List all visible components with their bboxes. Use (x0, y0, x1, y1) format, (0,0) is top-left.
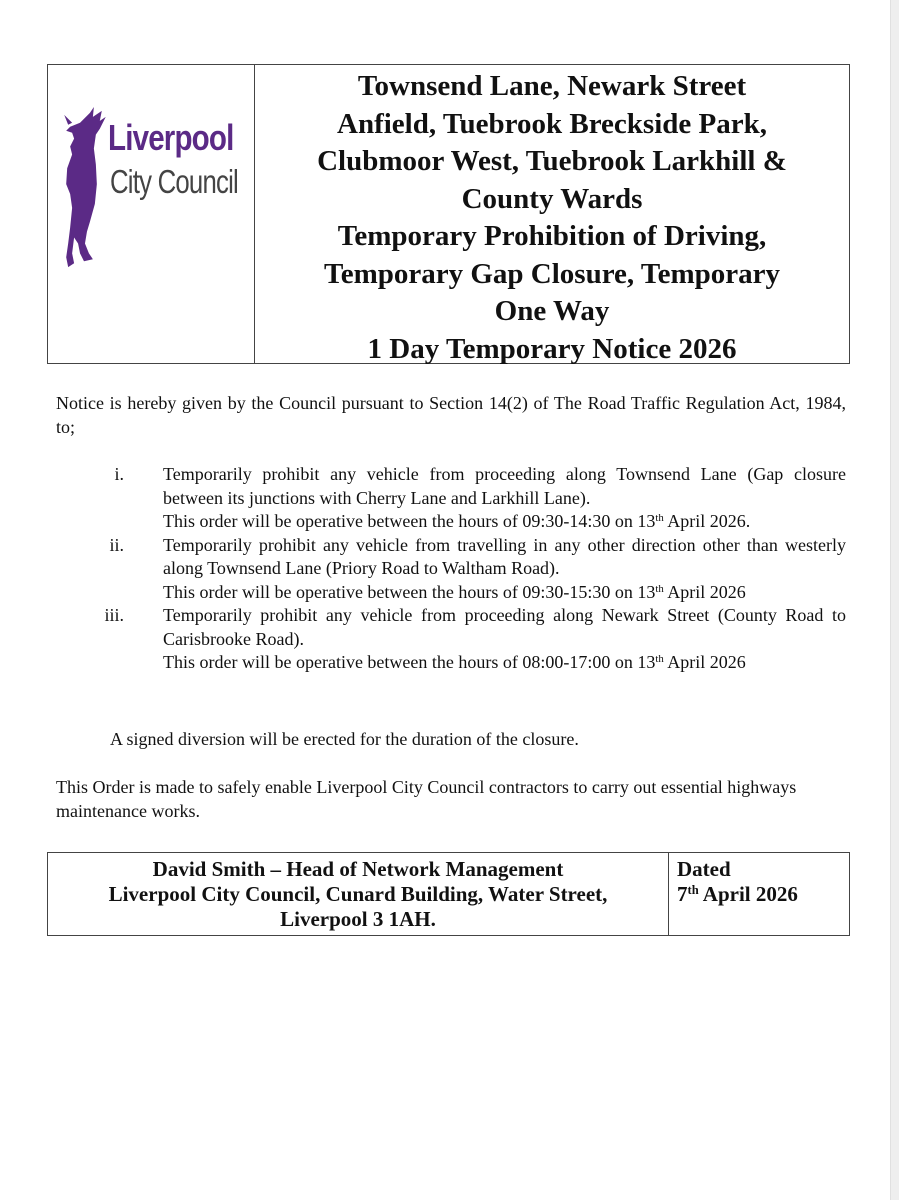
ordinal-suffix: th (655, 653, 664, 666)
item-hours (163, 510, 846, 534)
hours-date: April 2026. (663, 511, 751, 531)
item-text: Temporarily prohibit any vehicle from travelling in any other direction other than westerly along Townsend Lane (Priory Road to Waltham Road). (163, 534, 846, 578)
intro-paragraph: Notice is hereby given by the Council pursuant to Section 14(2) of The Road Traffic Regulation Act, 1984, to; (56, 393, 846, 437)
title-line: County Wards (461, 182, 643, 215)
hours-text: This order will be operative between the hours of 09:30-14:30 on 13 (163, 511, 656, 531)
date-day: 7 (677, 882, 688, 906)
item-numeral: ii. (109, 534, 124, 555)
diversion-notice: A signed diversion will be erected for the duration of the closure. (110, 729, 579, 749)
logo-wordmark-liverpool: Liverpool (108, 117, 234, 158)
notice-title (255, 65, 849, 363)
ordinal-suffix: th (655, 512, 664, 525)
dated-label: Dated (677, 857, 731, 881)
item-numeral: i. (114, 464, 124, 484)
title-line: Temporary Prohibition of Driving, (337, 220, 767, 252)
hours-text: This order will be operative between the hours of 09:30-15:30 on 13 (163, 581, 656, 602)
logo-wordmark-city-council: City Council (110, 163, 238, 200)
signatory-postcode: Liverpool 3 1AH. (280, 907, 436, 931)
title-line: Temporary Gap Closure, Temporary (324, 257, 780, 290)
ordinal-suffix: th (655, 582, 664, 595)
title-line: Townsend Lane, Newark Street (357, 70, 747, 102)
order-item (56, 604, 846, 675)
liver-bird-icon (60, 105, 106, 283)
hours-date: April 2026 (663, 581, 746, 602)
title-line: Clubmoor West, Tuebrook Larkhill & (317, 145, 787, 177)
item-text: Temporarily prohibit any vehicle from proceeding along Townsend Lane (Gap closure between its junctions with Cherry Lane and Larkhill Lane). (163, 464, 846, 508)
title-line: 1 Day Temporary Notice 2026 (367, 332, 737, 365)
item-hours (163, 581, 846, 605)
order-item (56, 534, 846, 605)
header-table (47, 64, 850, 364)
purpose-paragraph: This Order is made to safely enable Liverpool City Council contractors to carry out essential highways maintenance works. (56, 777, 797, 821)
dated-block (669, 853, 849, 935)
order-list (56, 463, 846, 675)
title-line: Anfield, Tuebrook Breckside Park, (337, 107, 767, 140)
signatory-block (48, 853, 669, 935)
item-text: Temporarily prohibit any vehicle from proceeding along Newark Street (County Road to Carisbrooke Road). (163, 605, 846, 649)
ordinal-suffix: th (687, 883, 699, 898)
logo-cell (48, 65, 255, 363)
item-hours (163, 651, 846, 675)
title-line: One Way (494, 295, 610, 327)
order-item (56, 463, 846, 534)
page-edge (890, 0, 899, 1200)
date-rest: April 2026 (698, 882, 798, 906)
signature-table (47, 852, 850, 936)
signatory-address: Liverpool City Council, Cunard Building, Water Street, (108, 882, 608, 906)
dated-value (677, 882, 849, 907)
hours-date: April 2026 (663, 652, 746, 672)
signatory-name: David Smith – Head of Network Management (152, 857, 564, 881)
hours-text: This order will be operative between the hours of 08:00-17:00 on 13 (163, 652, 656, 672)
item-numeral: iii. (104, 605, 124, 625)
